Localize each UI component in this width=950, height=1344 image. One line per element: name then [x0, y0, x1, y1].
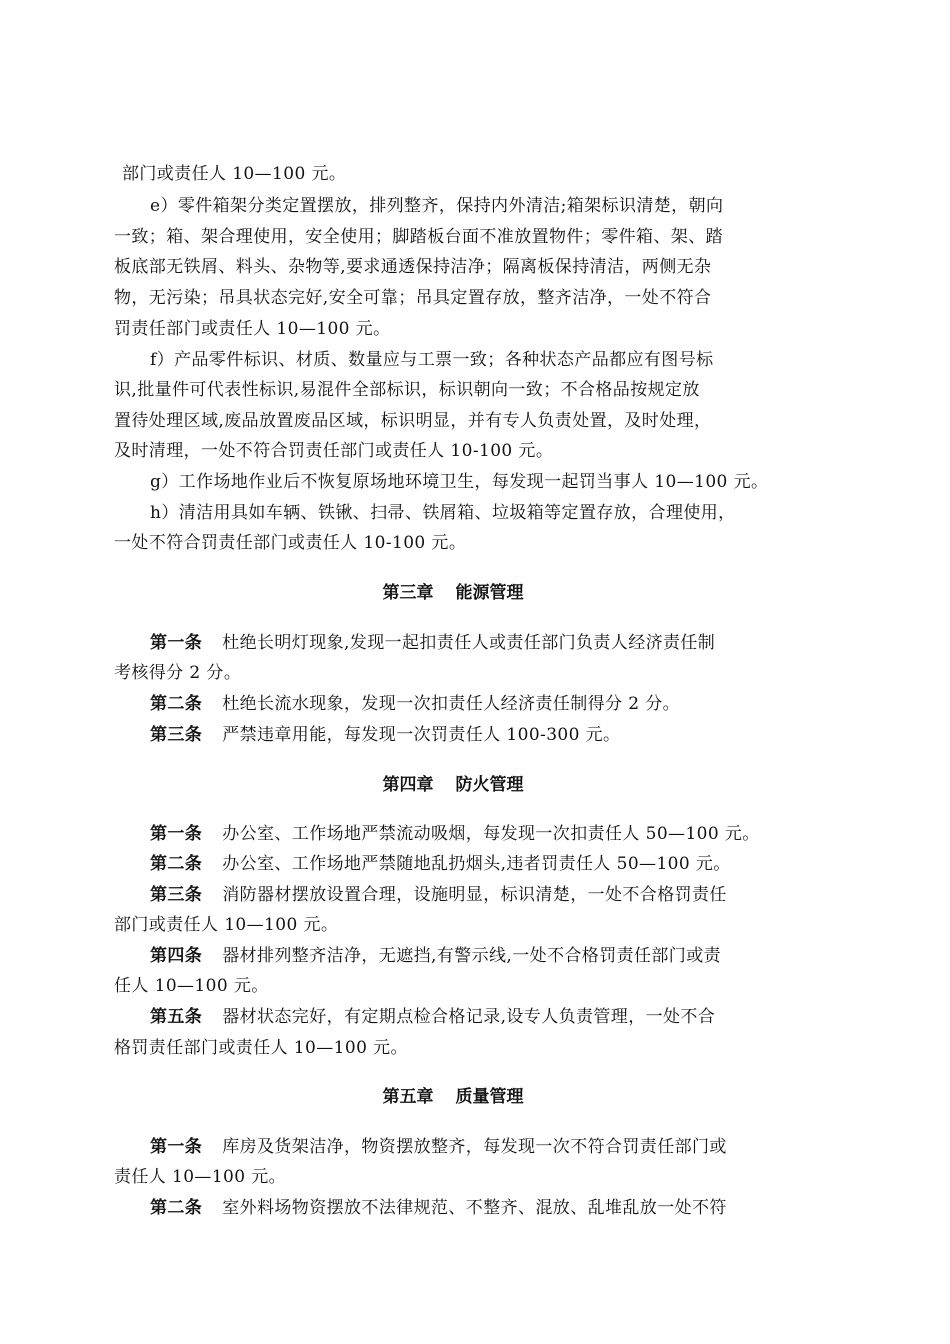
article-line: [150, 884, 727, 906]
paragraph-f-line: 及时清理，一处不符合罚责任部门或责任人 10-100 元。: [114, 441, 554, 461]
article-text: 器材排列整齐洁净，无遮挡,有警示线,一处不合格罚责任部门或责: [222, 946, 722, 966]
article-line: 任人 10—100 元。: [114, 976, 269, 996]
article-line: 部门或责任人 10—100 元。: [114, 915, 339, 935]
paragraph-g-line: g）工作场地作业后不恢复原场地环境卫生，每发现一起罚当事人 10—100 元。: [150, 472, 769, 492]
paragraph-e-line: 罚责任部门或责任人 10—100 元。: [114, 319, 391, 339]
chapter-3-heading: [0, 582, 906, 604]
paragraph-e-line: 一致；箱、架合理使用，安全使用；脚踏板台面不准放置物件；零件箱、架、踏: [114, 227, 723, 247]
article-line: [150, 1006, 715, 1028]
article-text: 办公室、工作场地严禁流动吸烟，每发现一次扣责任人 50—100 元。: [222, 824, 760, 844]
article-label: 第一条: [150, 633, 203, 653]
article-label: 第二条: [150, 1198, 203, 1218]
paragraph-h-line: h）清洁用具如车辆、铁锹、扫帚、铁屑箱、垃圾箱等定置存放，合理使用，: [150, 503, 736, 523]
article-text: 库房及货架洁净，物资摆放整齐，每发现一次不符合罚责任部门或: [222, 1137, 727, 1157]
paragraph-f-line: 识,批量件可代表性标识,易混件全部标识，标识朝向一致；不合格品按规定放: [114, 380, 700, 400]
article-text: 器材状态完好，有定期点检合格记录,设专人负责管理，一处不合: [222, 1007, 716, 1027]
paragraph-e-line: 板底部无铁屑、料头、杂物等,要求通透保持洁净；隔离板保持清洁，两侧无杂: [114, 257, 712, 277]
article-label: 第四条: [150, 946, 203, 966]
paragraph-e-line: e）零件箱架分类定置摆放，排列整齐，保持内外清洁;箱架标识清楚，朝向: [150, 196, 724, 216]
article-label: 第二条: [150, 694, 203, 714]
article-line: 考核得分 2 分。: [114, 663, 242, 683]
paragraph-e-line: 物，无污染；吊具状态完好,安全可靠；吊具定置存放，整齐洁净，一处不符合: [114, 288, 712, 308]
article-label: 第一条: [150, 824, 203, 844]
article-label: 第三条: [150, 725, 203, 745]
article-label: 第二条: [150, 854, 203, 874]
article-text: 严禁违章用能，每发现一次罚责任人 100-300 元。: [222, 725, 621, 745]
article-line: [150, 823, 760, 845]
chapter-4-heading: [0, 774, 906, 796]
article-line: [150, 945, 721, 967]
article-line: [150, 632, 715, 654]
article-text: 室外料场物资摆放不法律规范、不整齐、混放、乱堆乱放一处不符: [222, 1198, 727, 1218]
chapter-number: 第三章: [382, 583, 434, 603]
paragraph-f-line: f）产品零件标识、材质、数量应与工票一致；各种状态产品都应有图号标: [150, 350, 714, 370]
chapter-5-heading: [0, 1086, 906, 1108]
chapter-title: 能源管理: [455, 583, 524, 603]
article-text: 消防器材摆放设置合理，设施明显，标识清楚，一处不合格罚责任: [222, 885, 727, 905]
article-line: [150, 1197, 727, 1219]
article-line: [150, 724, 620, 746]
article-label: 第三条: [150, 885, 203, 905]
chapter-number: 第四章: [382, 775, 434, 795]
article-text: 杜绝长流水现象，发现一次扣责任人经济责任制得分 2 分。: [222, 694, 681, 714]
article-line: 格罚责任部门或责任人 10—100 元。: [114, 1038, 408, 1058]
chapter-number: 第五章: [382, 1087, 434, 1107]
chapter-title: 质量管理: [455, 1087, 524, 1107]
article-line: 责任人 10—100 元。: [114, 1167, 287, 1187]
paragraph-continuation: 部门或责任人 10—100 元。: [122, 164, 347, 184]
article-text: 办公室、工作场地严禁随地乱扔烟头,违者罚责任人 50—100 元。: [222, 854, 731, 874]
article-line: [150, 1136, 727, 1158]
chapter-title: 防火管理: [455, 775, 524, 795]
article-label: 第一条: [150, 1137, 203, 1157]
paragraph-h-line: 一处不符合罚责任部门或责任人 10-100 元。: [114, 533, 467, 553]
article-label: 第五条: [150, 1007, 203, 1027]
paragraph-f-line: 置待处理区域,废品放置废品区域，标识明显，并有专人负责处置，及时处理，: [114, 411, 712, 431]
article-line: [150, 693, 680, 715]
article-line: [150, 853, 731, 875]
article-text: 杜绝长明灯现象,发现一起扣责任人或责任部门负责人经济责任制: [222, 633, 716, 653]
